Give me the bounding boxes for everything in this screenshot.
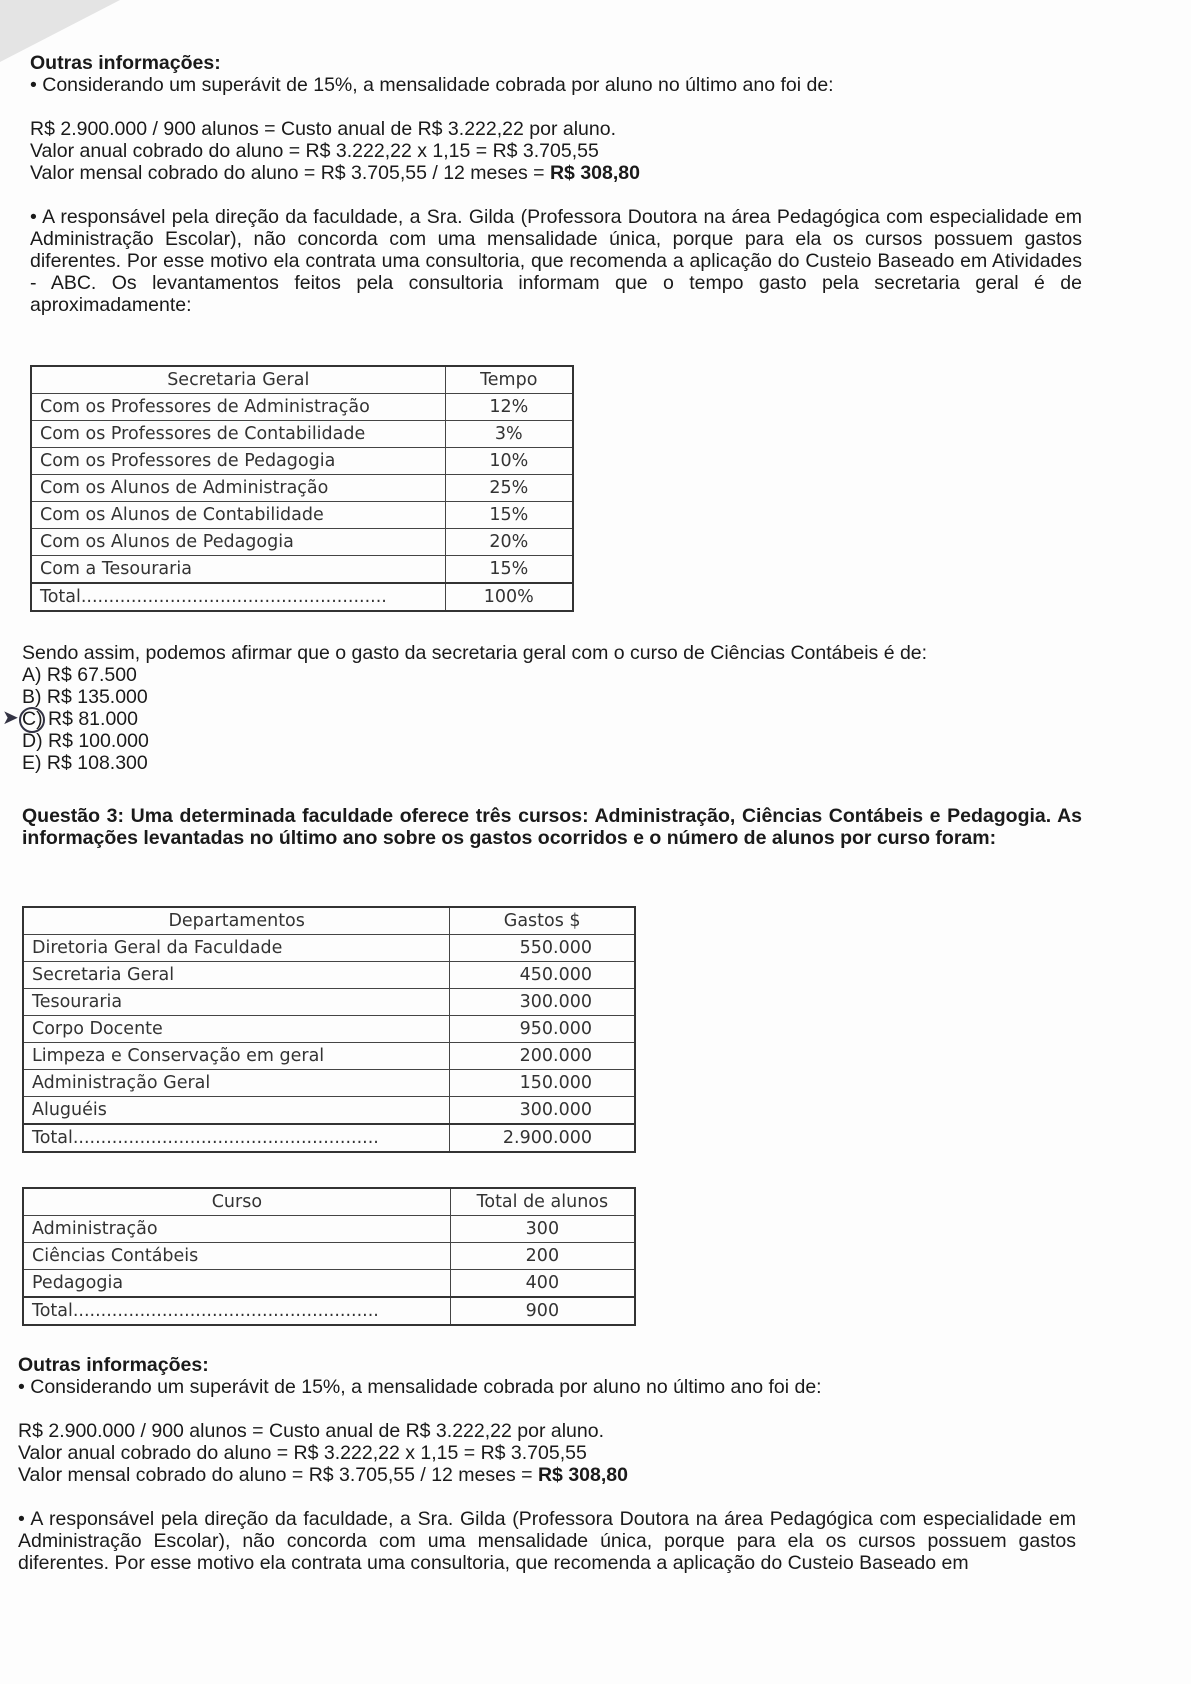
bottom-calc-3-result: R$ 308,80 xyxy=(537,1464,628,1486)
departamentos-value-cell: 450.000 xyxy=(450,962,635,989)
secretaria-header-cell: Secretaria Geral xyxy=(31,366,445,394)
cursos-label-cell: Pedagogia xyxy=(23,1270,450,1298)
departamentos-label-cell: Aluguéis xyxy=(23,1097,450,1125)
departamentos-value-cell: 150.000 xyxy=(450,1070,635,1097)
table-row xyxy=(31,475,573,502)
table-row xyxy=(31,502,573,529)
option-c[interactable]: C) R$ 81.000 xyxy=(22,708,138,730)
departamentos-value-cell: 200.000 xyxy=(450,1043,635,1070)
top-info-section xyxy=(30,52,1082,316)
bottom-bullet-gilda: • A responsável pela direção da faculdade, a Sra. Gilda (Professora Doutora na área Pedagógica com especialidade em Administração Escolar), não concorda com uma mensalidade única, porque para ela os cursos possuem gastos diferentes. Por esse motivo ela contrata uma consultoria, que recomenda a aplicação do Custeio Baseado em xyxy=(18,1508,1076,1574)
cursos-header-row xyxy=(23,1188,635,1216)
bottom-info-section xyxy=(18,1354,1076,1574)
top-calc-3 xyxy=(30,162,1082,184)
departamentos-value-cell: 300.000 xyxy=(450,1097,635,1125)
secretaria-label-cell: Com os Professores de Administração xyxy=(31,394,445,421)
secretaria-value-cell: 15% xyxy=(445,556,573,584)
departamentos-header-cell: Departamentos xyxy=(23,907,450,935)
top-heading: Outras informações: xyxy=(30,52,221,74)
cursos-table xyxy=(22,1187,636,1326)
table-row xyxy=(23,962,635,989)
bottom-heading: Outras informações: xyxy=(18,1354,209,1376)
cursos-total-label: Total....................................................... xyxy=(23,1297,450,1325)
secretaria-value-cell: 15% xyxy=(445,502,573,529)
option-b[interactable]: B) R$ 135.000 xyxy=(22,686,148,708)
top-calc-1: R$ 2.900.000 / 900 alunos = Custo anual de R$ 3.222,22 por aluno. xyxy=(30,118,616,140)
cursos-label-cell: Administração xyxy=(23,1216,450,1243)
bottom-bullet-superavit: • Considerando um superávit de 15%, a mensalidade cobrada por aluno no último ano foi de: xyxy=(18,1376,822,1398)
secretaria-value-cell: 20% xyxy=(445,529,573,556)
table-row xyxy=(31,394,573,421)
departamentos-label-cell: Secretaria Geral xyxy=(23,962,450,989)
departamentos-value-cell: 300.000 xyxy=(450,989,635,1016)
secretaria-label-cell: Com a Tesouraria xyxy=(31,556,445,584)
departamentos-label-cell: Tesouraria xyxy=(23,989,450,1016)
question-3-text: Questão 3: Uma determinada faculdade oferece três cursos: Administração, Ciências Contábeis e Pedagogia. As informações levantadas no último ano sobre os gastos ocorridos e o número de alunos por curso foram: xyxy=(22,805,1082,849)
top-calc-2: Valor anual cobrado do aluno = R$ 3.222,22 x 1,15 = R$ 3.705,55 xyxy=(30,140,599,162)
departamentos-label-cell: Corpo Docente xyxy=(23,1016,450,1043)
question-2-prompt: Sendo assim, podemos afirmar que o gasto da secretaria geral com o curso de Ciências Contábeis é de: xyxy=(22,642,928,664)
departamentos-label-cell: Diretoria Geral da Faculdade xyxy=(23,935,450,962)
cursos-value-cell: 300 xyxy=(450,1216,635,1243)
secretaria-value-cell: 25% xyxy=(445,475,573,502)
question-2 xyxy=(22,642,1082,774)
table-row xyxy=(23,935,635,962)
selected-answer-circle xyxy=(19,707,45,733)
bottom-calc-3 xyxy=(18,1464,1076,1486)
table-row xyxy=(31,529,573,556)
table-row xyxy=(23,1016,635,1043)
table-row xyxy=(23,1097,635,1125)
cursos-label-cell: Ciências Contábeis xyxy=(23,1243,450,1270)
secretaria-total-label: Total....................................................... xyxy=(31,583,445,611)
option-d[interactable]: D) R$ 100.000 xyxy=(22,730,149,752)
table-row xyxy=(23,989,635,1016)
bottom-calc-3-text: Valor mensal cobrado do aluno = R$ 3.705,55 / 12 meses = xyxy=(18,1464,538,1486)
departamentos-total-row xyxy=(23,1124,635,1152)
secretaria-header-row xyxy=(31,366,573,394)
departamentos-label-cell: Administração Geral xyxy=(23,1070,450,1097)
secretaria-value-cell: 3% xyxy=(445,421,573,448)
cursos-value-cell: 200 xyxy=(450,1243,635,1270)
departamentos-label-cell: Limpeza e Conservação em geral xyxy=(23,1043,450,1070)
secretaria-value-cell: 10% xyxy=(445,448,573,475)
table-row xyxy=(31,556,573,584)
departamentos-value-cell: 950.000 xyxy=(450,1016,635,1043)
secretaria-total-row xyxy=(31,583,573,611)
cursos-header-cell: Total de alunos xyxy=(450,1188,635,1216)
table-row xyxy=(31,448,573,475)
top-bullet-superavit: • Considerando um superávit de 15%, a mensalidade cobrada por aluno no último ano foi de: xyxy=(30,74,834,96)
bottom-calc-1: R$ 2.900.000 / 900 alunos = Custo anual de R$ 3.222,22 por aluno. xyxy=(18,1420,604,1442)
secretaria-label-cell: Com os Alunos de Administração xyxy=(31,475,445,502)
cursos-header-cell: Curso xyxy=(23,1188,450,1216)
table-row xyxy=(23,1243,635,1270)
option-a[interactable]: A) R$ 67.500 xyxy=(22,664,137,686)
arrow-mark-icon: ➤ xyxy=(2,707,19,729)
top-bullet-gilda: • A responsável pela direção da faculdade, a Sra. Gilda (Professora Doutora na área Pedagógica com especialidade em Administração Escolar), não concorda com uma mensalidade única, porque para ela os cursos possuem gastos diferentes. Por esse motivo ela contrata uma consultoria, que recomenda a aplicação do Custeio Baseado em Atividades - ABC. Os levantamentos feitos pela consultoria informam que o tempo gasto pela secretaria geral é de aproximadamente: xyxy=(30,206,1082,316)
option-e[interactable]: E) R$ 108.300 xyxy=(22,752,148,774)
cursos-value-cell: 400 xyxy=(450,1270,635,1298)
cursos-total-value: 900 xyxy=(450,1297,635,1325)
departamentos-total-value: 2.900.000 xyxy=(450,1124,635,1152)
table-row xyxy=(23,1216,635,1243)
cursos-total-row xyxy=(23,1297,635,1325)
secretaria-label-cell: Com os Alunos de Contabilidade xyxy=(31,502,445,529)
secretaria-table xyxy=(30,365,574,612)
departamentos-header-row xyxy=(23,907,635,935)
secretaria-label-cell: Com os Professores de Pedagogia xyxy=(31,448,445,475)
top-calc-3-result: R$ 308,80 xyxy=(549,162,640,184)
departamentos-table xyxy=(22,906,636,1153)
table-row xyxy=(23,1070,635,1097)
table-row xyxy=(23,1043,635,1070)
departamentos-value-cell: 550.000 xyxy=(450,935,635,962)
secretaria-header-cell: Tempo xyxy=(445,366,573,394)
secretaria-label-cell: Com os Alunos de Pedagogia xyxy=(31,529,445,556)
bottom-calc-2: Valor anual cobrado do aluno = R$ 3.222,22 x 1,15 = R$ 3.705,55 xyxy=(18,1442,587,1464)
departamentos-header-cell: Gastos $ xyxy=(450,907,635,935)
departamentos-total-label: Total....................................................... xyxy=(23,1124,450,1152)
table-row xyxy=(23,1270,635,1298)
secretaria-label-cell: Com os Professores de Contabilidade xyxy=(31,421,445,448)
secretaria-total-value: 100% xyxy=(445,583,573,611)
top-calc-3-text: Valor mensal cobrado do aluno = R$ 3.705,55 / 12 meses = xyxy=(30,162,550,184)
secretaria-value-cell: 12% xyxy=(445,394,573,421)
table-row xyxy=(31,421,573,448)
